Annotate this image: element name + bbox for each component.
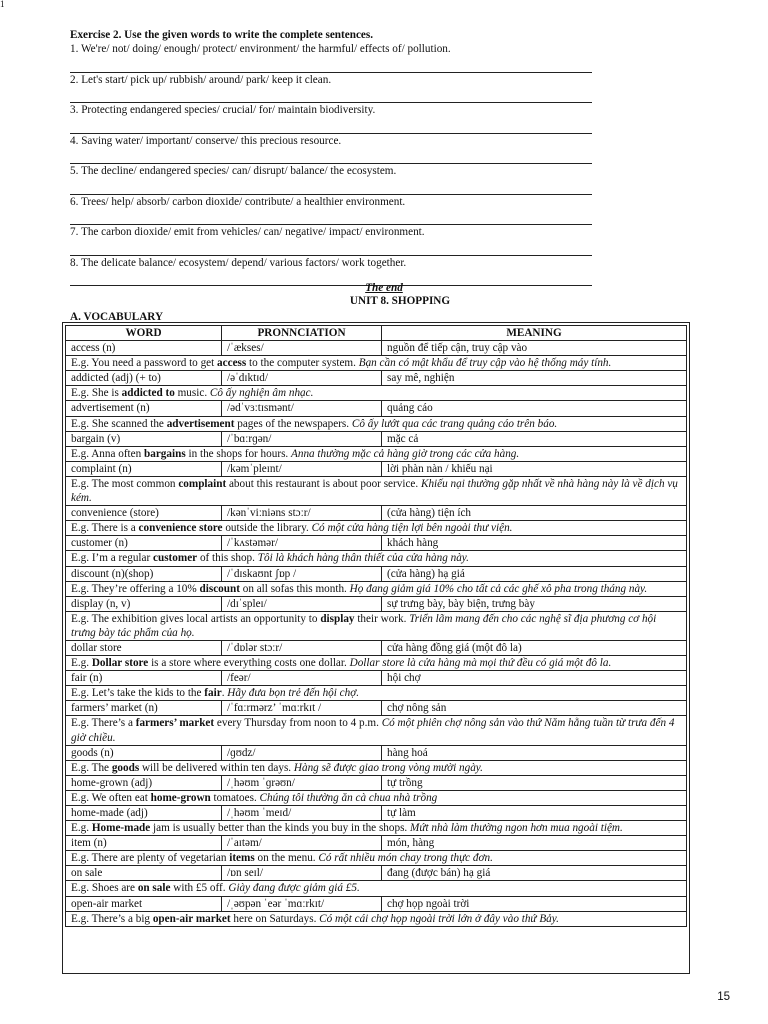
page-number: 15: [717, 991, 730, 1003]
cell-meaning: hội chợ: [382, 671, 687, 686]
vocabulary-table: [65, 325, 687, 927]
cell-meaning: chợ họp ngoài trời: [382, 896, 687, 911]
cell-meaning: (cửa hàng) hạ giá: [382, 566, 687, 581]
cell-meaning: chợ nông sản: [382, 701, 687, 716]
example-row: [66, 686, 687, 701]
example-keyword: on sale: [137, 882, 171, 895]
table-row: [66, 775, 687, 790]
example-translation: Có một cái chợ họp ngoài trời lớn ở đây vào thứ Bảy.: [319, 912, 559, 925]
example-sentence: [66, 521, 687, 536]
example-translation: Bạn cần có mật khẩu để truy cập vào hệ thống máy tính.: [358, 357, 612, 370]
cell-word: on sale: [66, 866, 222, 881]
example-text: with £5 off.: [170, 882, 229, 895]
cell-meaning: quảng cáo: [382, 401, 687, 416]
cell-meaning: hàng hoá: [382, 745, 687, 760]
header-pronunciation: PRONNCIATION: [222, 326, 382, 341]
example-sentence: [66, 656, 687, 671]
cell-word: goods (n): [66, 745, 222, 760]
example-row: [66, 386, 687, 401]
cell-meaning: tự trồng: [382, 775, 687, 790]
example-text: E.g. There’s a: [71, 717, 136, 730]
example-text: on the menu.: [254, 852, 319, 865]
cell-pronunciation: /ˌəʊpən ˈeər ˈmɑːrkɪt/: [222, 896, 382, 911]
example-text: E.g. They’re offering a 10%: [71, 582, 200, 595]
example-row: [66, 656, 687, 671]
example-keyword: home-grown: [150, 791, 211, 804]
example-row: [66, 611, 687, 640]
cell-meaning: đang (được bán) hạ giá: [382, 866, 687, 881]
example-text: E.g. The: [71, 761, 112, 774]
example-keyword: customer: [153, 552, 198, 565]
example-keyword: Home-made: [91, 822, 151, 835]
cell-pronunciation: /ˈdɒlər stɔːr/: [222, 640, 382, 655]
example-text: on all sofas this month.: [239, 582, 350, 595]
answer-line: [70, 210, 592, 225]
table-row: [66, 596, 687, 611]
example-sentence: [66, 356, 687, 371]
cell-word: advertisement (n): [66, 401, 222, 416]
example-translation: Tôi là khách hàng thân thiết của cửa hàng này.: [257, 552, 469, 565]
example-sentence: [66, 446, 687, 461]
example-keyword: farmers’ market: [135, 717, 215, 730]
table-row: [66, 341, 687, 356]
cell-word: access (n): [66, 341, 222, 356]
example-text: is a store where everything costs one dollar.: [148, 657, 350, 670]
example-row: [66, 446, 687, 461]
table-row: [66, 371, 687, 386]
example-text: E.g.: [71, 657, 92, 670]
cell-meaning: tự làm: [382, 806, 687, 821]
example-text: E.g. There’s a big: [71, 912, 153, 925]
answer-line: [70, 119, 592, 134]
exercise-items: [70, 42, 592, 286]
example-text: E.g. The exhibition gives local artists an opportunity to: [71, 612, 321, 625]
example-text: E.g. She scanned the: [71, 417, 167, 430]
cell-word: bargain (v): [66, 431, 222, 446]
cell-pronunciation: /ˈaɪtəm/: [222, 836, 382, 851]
cell-word: farmers’ market (n): [66, 701, 222, 716]
example-row: [66, 760, 687, 775]
example-translation: Mứt nhà làm thường ngon hơn mua ngoài tiệm.: [410, 822, 623, 835]
example-sentence: [66, 386, 687, 401]
example-text: every Thursday from noon to 4 p.m.: [214, 717, 382, 730]
table-row: [66, 671, 687, 686]
example-text: to the computer system.: [246, 357, 359, 370]
example-sentence: [66, 476, 687, 505]
example-keyword: Dollar store: [91, 657, 149, 670]
unit-title: UNIT 8. SHOPPING: [349, 295, 451, 307]
cell-pronunciation: /kəmˈpleɪnt/: [222, 461, 382, 476]
exercise-item: 2. Let's start/ pick up/ rubbish/ around/ park/ keep it clean.: [70, 73, 332, 86]
table-row: [66, 536, 687, 551]
exercise-item: 5. The decline/ endangered species/ can/ disrupt/ balance/ the ecosystem.: [70, 165, 397, 177]
answer-line: [70, 88, 592, 103]
cell-pronunciation: /kənˈviːniəns stɔːr/: [222, 506, 382, 521]
cell-word: discount (n)(shop): [66, 566, 222, 581]
example-keyword: goods: [111, 761, 140, 774]
table-row: [66, 896, 687, 911]
example-sentence: [66, 790, 687, 805]
answer-line: [70, 58, 592, 73]
example-keyword: display: [320, 612, 355, 625]
example-text: E.g.: [71, 822, 92, 835]
table-row: [66, 866, 687, 881]
example-text: E.g. You need a password to get: [71, 357, 218, 370]
table-row: [66, 745, 687, 760]
example-text: E.g. The most common: [71, 477, 179, 490]
cell-word: complaint (n): [66, 461, 222, 476]
table-row: [66, 461, 687, 476]
example-text: their work.: [354, 612, 410, 625]
exercise-item: 7. The carbon dioxide/ emit from vehicles/ can/ negative/ impact/ environment.: [70, 226, 425, 238]
cell-word: display (n, v): [66, 596, 222, 611]
example-translation: Cô ấy nghiện âm nhạc.: [209, 387, 314, 400]
vocabulary-table-body: [66, 341, 687, 927]
example-sentence: [66, 686, 687, 701]
cell-pronunciation: /ˌhəʊm ˈɡrəʊn/: [222, 775, 382, 790]
example-keyword: convenience store: [138, 522, 223, 535]
cell-pronunciation: /ˈdɪskaʊnt ʃɒp /: [222, 566, 382, 581]
example-row: [66, 851, 687, 866]
example-translation: Có một cửa hàng tiện lợi bên ngoài thư viện.: [311, 522, 513, 535]
example-text: .: [221, 687, 228, 700]
example-keyword: access: [217, 357, 247, 370]
example-translation: Họ đang giảm giá 10% cho tất cả các ghế xô pha trong tháng này.: [349, 582, 648, 595]
exercise-item: 3. Protecting endangered species/ crucial/ for/ maintain biodiversity.: [70, 104, 376, 116]
example-row: [66, 551, 687, 566]
example-text: in the shops for hours.: [185, 447, 292, 460]
example-text: E.g. We often eat: [71, 791, 151, 804]
cell-pronunciation: /ədˈvɜːtɪsmənt/: [222, 401, 382, 416]
cell-pronunciation: /ˈækses/: [222, 341, 382, 356]
example-text: jam is usually better than the kinds you buy in the shops.: [150, 822, 411, 835]
cell-word: open-air market: [66, 896, 222, 911]
cell-meaning: nguồn để tiếp cận, truy cập vào: [382, 341, 687, 356]
example-row: [66, 581, 687, 596]
table-row: [66, 566, 687, 581]
table-row: [66, 806, 687, 821]
table-row: [66, 701, 687, 716]
example-keyword: advertisement: [166, 417, 235, 430]
header-word: WORD: [66, 326, 222, 341]
example-row: [66, 476, 687, 505]
cell-word: home-made (adj): [66, 806, 222, 821]
table-row: [66, 401, 687, 416]
example-translation: Hãy đưa bọn trẻ đến hội chợ.: [227, 687, 359, 700]
example-text: E.g. Shoes are: [71, 882, 138, 895]
cell-word: addicted (adj) (+ to): [66, 371, 222, 386]
cell-pronunciation: /feər/: [222, 671, 382, 686]
example-keyword: items: [229, 852, 255, 865]
example-row: [66, 716, 687, 745]
exercise-title: Exercise 2. Use the given words to write the complete sentences.: [70, 29, 374, 41]
example-text: music.: [174, 387, 210, 400]
example-translation: Dollar store là cửa hàng mà mọi thứ đều có giá một đô la.: [349, 657, 612, 670]
table-row: [66, 836, 687, 851]
exercise-item: 4. Saving water/ important/ conserve/ this precious resource.: [70, 134, 342, 147]
example-translation: Giày đang được giảm giá £5.: [228, 882, 360, 895]
table-row: [66, 506, 687, 521]
example-translation: Có rất nhiều món chay trong thực đơn.: [318, 852, 493, 865]
example-text: E.g. Anna often: [71, 447, 145, 460]
example-row: [66, 521, 687, 536]
example-sentence: [66, 551, 687, 566]
example-translation: Có một phiên chợ nông sản vào thứ Năm hằng tuần từ trưa đến 4 giờ chiều.: [71, 717, 675, 744]
example-row: [66, 881, 687, 896]
example-row: [66, 911, 687, 926]
cell-pronunciation: /ˌhəʊm ˈmeɪd/: [222, 806, 382, 821]
cell-word: fair (n): [66, 671, 222, 686]
the-end-label: The end: [365, 282, 403, 294]
corner-mark: 1: [0, 0, 5, 9]
cell-meaning: lời phàn nàn / khiếu nại: [382, 461, 687, 476]
example-text: here on Saturdays.: [230, 912, 320, 925]
cell-word: customer (n): [66, 536, 222, 551]
example-keyword: discount: [199, 582, 240, 595]
example-row: [66, 821, 687, 836]
example-sentence: [66, 581, 687, 596]
example-text: E.g. She is: [71, 387, 122, 400]
cell-word: item (n): [66, 836, 222, 851]
example-keyword: complaint: [178, 477, 227, 490]
section-heading-vocabulary: A. VOCABULARY: [70, 311, 164, 323]
example-sentence: [66, 881, 687, 896]
example-translation: Cô ấy lướt qua các trang quảng cáo trên báo.: [351, 417, 558, 430]
example-text: about this restaurant is about poor service.: [226, 477, 421, 490]
example-translation: Khiếu nại thường gặp nhất về nhà hàng này là về dịch vụ kém.: [71, 477, 678, 505]
example-row: [66, 356, 687, 371]
cell-word: dollar store: [66, 640, 222, 655]
cell-meaning: sự trưng bày, bày biện, trưng bày: [382, 596, 687, 611]
example-sentence: [66, 416, 687, 431]
example-translation: Anna thường mặc cả hàng giờ trong các cửa hàng.: [291, 447, 520, 460]
cell-meaning: khách hàng: [382, 536, 687, 551]
example-translation: Triển lãm mang đến cho các nghệ sĩ địa phương cơ hội trưng bày tác phẩm của họ.: [71, 612, 657, 639]
example-translation: Chúng tôi thường ăn cà chua nhà trồng: [259, 791, 438, 804]
exercise-section: [70, 28, 592, 286]
header-meaning: MEANING: [382, 326, 687, 341]
answer-line: [70, 149, 592, 164]
example-row: [66, 416, 687, 431]
vocabulary-table-frame: [62, 322, 690, 974]
example-keyword: bargains: [144, 447, 186, 460]
example-sentence: [66, 760, 687, 775]
cell-meaning: món, hàng: [382, 836, 687, 851]
example-translation: Hàng sẽ được giao trong vòng mười ngày.: [293, 761, 483, 774]
exercise-item: 1. We're/ not/ doing/ enough/ protect/ environment/ the harmful/ effects of/ pollution.: [70, 43, 451, 55]
cell-pronunciation: /ɡʊdz/: [222, 745, 382, 760]
example-text: of this shop.: [197, 552, 258, 565]
example-text: outside the library.: [222, 522, 312, 535]
example-text: will be delivered within ten days.: [139, 761, 294, 774]
example-sentence: [66, 611, 687, 640]
cell-pronunciation: /dɪˈspleɪ/: [222, 596, 382, 611]
cell-pronunciation: /ˈbɑːrɡən/: [222, 431, 382, 446]
example-text: E.g. There is a: [71, 522, 139, 535]
example-row: [66, 790, 687, 805]
exercise-item: 8. The delicate balance/ ecosystem/ depend/ various factors/ work together.: [70, 256, 407, 269]
example-text: E.g. There are plenty of vegetarian: [71, 852, 230, 865]
example-sentence: [66, 716, 687, 745]
cell-meaning: mặc cả: [382, 431, 687, 446]
cell-meaning: cửa hàng đồng giá (một đô la): [382, 640, 687, 655]
table-row: [66, 431, 687, 446]
example-keyword: open-air market: [152, 912, 231, 925]
cell-pronunciation: /ɒn seɪl/: [222, 866, 382, 881]
cell-meaning: (cửa hàng) tiện ích: [382, 506, 687, 521]
cell-word: home-grown (adj): [66, 775, 222, 790]
example-sentence: [66, 851, 687, 866]
cell-word: convenience (store): [66, 506, 222, 521]
cell-pronunciation: /ˈkʌstəmər/: [222, 536, 382, 551]
example-sentence: [66, 911, 687, 926]
example-text: E.g. I’m a regular: [71, 552, 154, 565]
table-row: [66, 640, 687, 655]
exercise-item: 6. Trees/ help/ absorb/ carbon dioxide/ contribute/ a healthier environment.: [70, 195, 406, 208]
example-sentence: [66, 821, 687, 836]
example-keyword: addicted to: [121, 387, 175, 400]
example-text: tomatoes.: [210, 791, 260, 804]
cell-pronunciation: /əˈdɪktɪd/: [222, 371, 382, 386]
answer-line: [70, 180, 592, 195]
table-header-row: [66, 326, 687, 341]
example-text: E.g. Let’s take the kids to the: [71, 687, 205, 700]
example-keyword: fair: [204, 687, 222, 700]
cell-meaning: say mê, nghiện: [382, 371, 687, 386]
example-text: pages of the newspapers.: [234, 417, 352, 430]
cell-pronunciation: /ˈfɑːrmərz’ ˈmɑːrkɪt /: [222, 701, 382, 716]
answer-line: [70, 241, 592, 256]
